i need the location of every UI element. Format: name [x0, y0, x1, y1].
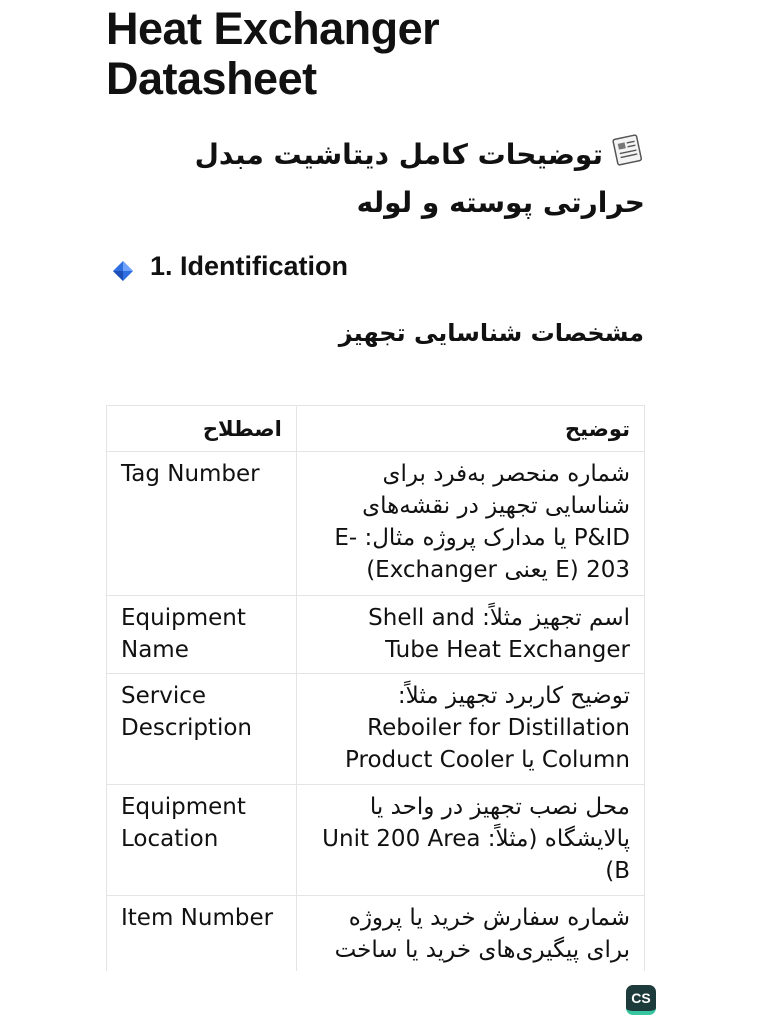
description-cell: محل نصب تجهیز در واحد یا پالایشگاه (مثلاً: Unit 200 Area B)	[296, 785, 644, 896]
description-cell: اسم تجهیز مثلاً: Shell and Tube Heat Exchanger	[296, 596, 644, 674]
identification-table	[106, 405, 645, 971]
table-row	[107, 596, 645, 674]
document-icon	[609, 132, 645, 180]
subtitle-text: توضیحات کامل دیتاشیت مبدل حرارتی پوسته و لوله	[194, 138, 645, 219]
identification-table-container	[106, 405, 645, 971]
header-description: توضیح	[296, 406, 644, 452]
title-line-2: Datasheet	[106, 53, 317, 104]
camscanner-logo: CS	[626, 985, 656, 1015]
document-subtitle	[150, 132, 645, 226]
table-row	[107, 452, 645, 596]
table-row	[107, 896, 645, 972]
title-line-1: Heat Exchanger	[106, 3, 440, 54]
header-term: اصطلاح	[107, 406, 297, 452]
term-cell: Tag Number	[107, 452, 297, 596]
table-row	[107, 785, 645, 896]
document-title	[106, 4, 666, 104]
section-subheading: مشخصات شناسایی تجهیز	[338, 319, 644, 347]
term-cell: Equipment Location	[107, 785, 297, 896]
blue-diamond-icon	[112, 255, 134, 277]
table-header-row	[107, 406, 645, 452]
description-cell: توضیح کاربرد تجهیز مثلاً: Reboiler for Distillation Column یا Product Cooler	[296, 674, 644, 785]
term-cell: Item Number	[107, 896, 297, 972]
term-cell: Equipment Name	[107, 596, 297, 674]
description-cell: شماره منحصر به‌فرد برای شناسایی تجهیز در نقشه‌های P&ID یا مدارک پروژه مثال: E-203 (E یعنی Exchanger)	[296, 452, 644, 596]
section-heading-text: 1. Identification	[150, 251, 349, 281]
table-row	[107, 674, 645, 785]
section-heading-identification	[112, 248, 348, 284]
term-cell: Service Description	[107, 674, 297, 785]
description-cell: شماره سفارش خرید یا پروژه برای پیگیری‌های خرید یا ساخت	[296, 896, 644, 972]
